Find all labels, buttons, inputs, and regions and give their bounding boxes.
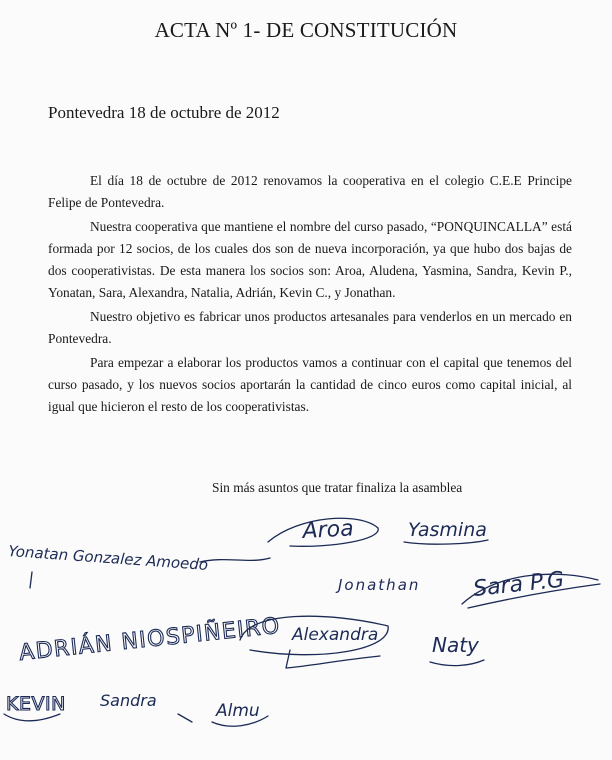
svg-text:Aroa: Aroa — [302, 516, 355, 544]
document-title: ACTA Nº 1- DE CONSTITUCIÓN — [154, 18, 458, 42]
signature-aroa — [268, 516, 378, 546]
signature-yasmina — [404, 519, 488, 544]
signature-kevin — [4, 693, 66, 721]
signature-sandra — [100, 691, 157, 710]
signature-sara — [462, 568, 600, 608]
svg-text:KEVIN: KEVIN — [6, 693, 66, 715]
svg-text:Naty: Naty — [432, 633, 479, 657]
signature-naty — [430, 633, 484, 666]
dateline: Pontevedra 18 de octubre de 2012 — [48, 103, 280, 122]
svg-text:Almu: Almu — [216, 701, 260, 721]
paragraph-2: Nuestra cooperativa que mantiene el nombre del curso pasado, “PONQUINCALLA” está formada por 12 socios, de los cuales dos son de nueva incorporación, ya que hubo dos bajas de dos cooperativistas. De esta manera los socios son: Aroa, Aludena, Yasmina, Sandra, Kevin P., Yonatan, Sara, Alexandra, Natalia, Adrián, Kevin C., y Jonathan. — [48, 219, 572, 300]
svg-text:Sandra: Sandra — [100, 691, 157, 710]
svg-text:Alexandra: Alexandra — [292, 625, 379, 645]
svg-text:Yasmina: Yasmina — [408, 519, 487, 541]
signatures-area — [0, 500, 612, 760]
svg-text:Jonathan: Jonathan — [338, 576, 421, 594]
svg-text:Yonatan Gonzalez Amoedo: Yonatan Gonzalez Amoedo — [7, 542, 209, 574]
paragraph-1: El día 18 de octubre de 2012 renovamos la cooperativa en el colegio C.E.E Principe Felipe de Pontevedra. — [48, 173, 572, 210]
svg-text:Sara P.G: Sara P.G — [472, 567, 566, 602]
closing-line: Sin más asuntos que tratar finaliza la asamblea — [212, 480, 463, 495]
document-body — [48, 170, 572, 420]
signature-almu — [178, 701, 268, 726]
signature-adrian — [18, 612, 282, 666]
signature-jonathan — [335, 576, 420, 594]
paragraph-4: Para empezar a elaborar los productos vamos a continuar con el capital que tenemos del curso pasado, y los nuevos socios aportarán la cantidad de cinco euros como capital inicial, al igual que hicieron el resto de los cooperativistas. — [48, 355, 572, 414]
paragraph-3: Nuestro objetivo es fabricar unos productos artesanales para venderlos en un mercado en Pontevedra. — [48, 309, 572, 346]
svg-text:ADRIÁN NIOSPIÑEIRO: ADRIÁN NIOSPIÑEIRO — [18, 613, 282, 666]
signature-yonatan — [8, 542, 270, 588]
